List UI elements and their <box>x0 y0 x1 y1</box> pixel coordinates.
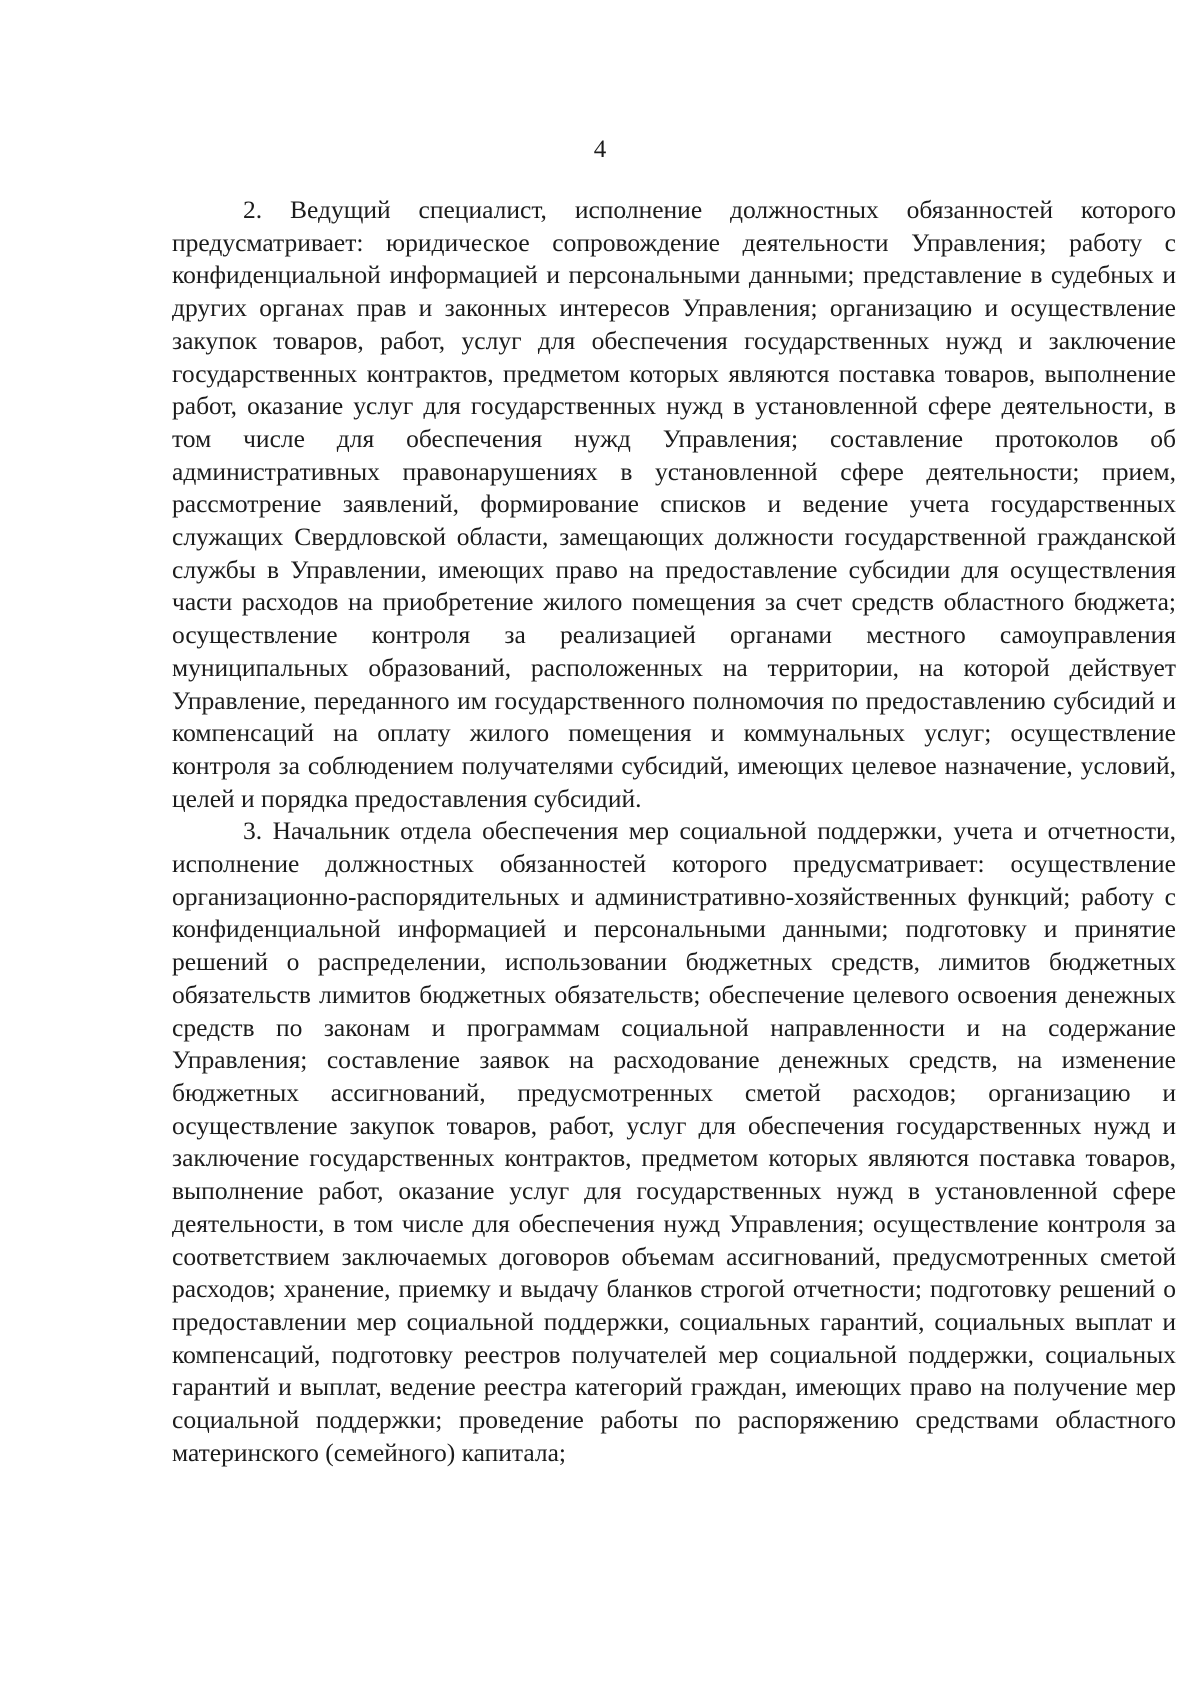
paragraph-3: 3. Начальник отдела обеспечения мер социальной поддержки, учета и отчетности, исполнение должностных обязанностей которого предусматривает: осуществление организационно-распорядительных и административно-хозяйственных функций; работу с конфиденциальной информацией и персональными данными; подготовку и принятие решений о распределении, использовании бюджетных средств, лимитов бюджетных обязательств лимитов бюджетных обязательств; обеспечение целевого освоения денежных средств по законам и программам социальной направленности и на содержание Управления; составление заявок на расходование денежных средств, на изменение бюджетных ассигнований, предусмотренных сметой расходов; организацию и осуществление закупок товаров, работ, услуг для обеспечения государственных нужд и заключение государственных контрактов, предметом которых являются поставка товаров, выполнение работ, оказание услуг для государственных нужд в установленной сфере деятельности, в том числе для обеспечения нужд Управления; осуществление контроля за соответствием заключаемых договоров объемам ассигнований, предусмотренных сметой расходов; хранение, приемку и выдачу бланков строгой отчетности; подготовку решений о предоставлении мер социальной поддержки, социальных гарантий, социальных выплат и компенсаций, подготовку реестров получателей мер социальной поддержки, социальных гарантий и выплат, ведение реестра категорий граждан, имеющих право на получение мер социальной поддержки; проведение работы по распоряжению средствами областного материнского (семейного) капитала; <box>172 816 1176 1467</box>
paragraph-2: 2. Ведущий специалист, исполнение должностных обязанностей которого предусматривает: юридическое сопровождение деятельности Управления; работу с конфиденциальной информацией и персональными данными; представление в судебных и других органах прав и законных интересов Управления; организацию и осуществление закупок товаров, работ, услуг для обеспечения государственных нужд и заключение государственных контрактов, предметом которых являются поставка товаров, выполнение работ, оказание услуг для государственных нужд в установленной сфере деятельности, в том числе для обеспечения нужд Управления; составление протоколов об административных правонарушениях в установленной сфере деятельности; прием, рассмотрение заявлений, формирование списков и ведение учета государственных служащих Свердловской области, замещающих должности государственной гражданской службы в Управлении, имеющих право на предоставление субсидии для осуществления части расходов на приобретение жилого помещения за счет средств областного бюджета; осуществление контроля за реализацией органами местного самоуправления муниципальных образований, расположенных на территории, на которой действует Управление, переданного им государственного полномочия по предоставлению субсидий и компенсаций на оплату жилого помещения и коммунальных услуг; осуществление контроля за соблюдением получателями субсидий, имеющих целевое назначение, условий, целей и порядка предоставления субсидий. <box>172 195 1176 813</box>
page-number: 4 <box>593 136 607 163</box>
document-body <box>172 194 1176 1469</box>
